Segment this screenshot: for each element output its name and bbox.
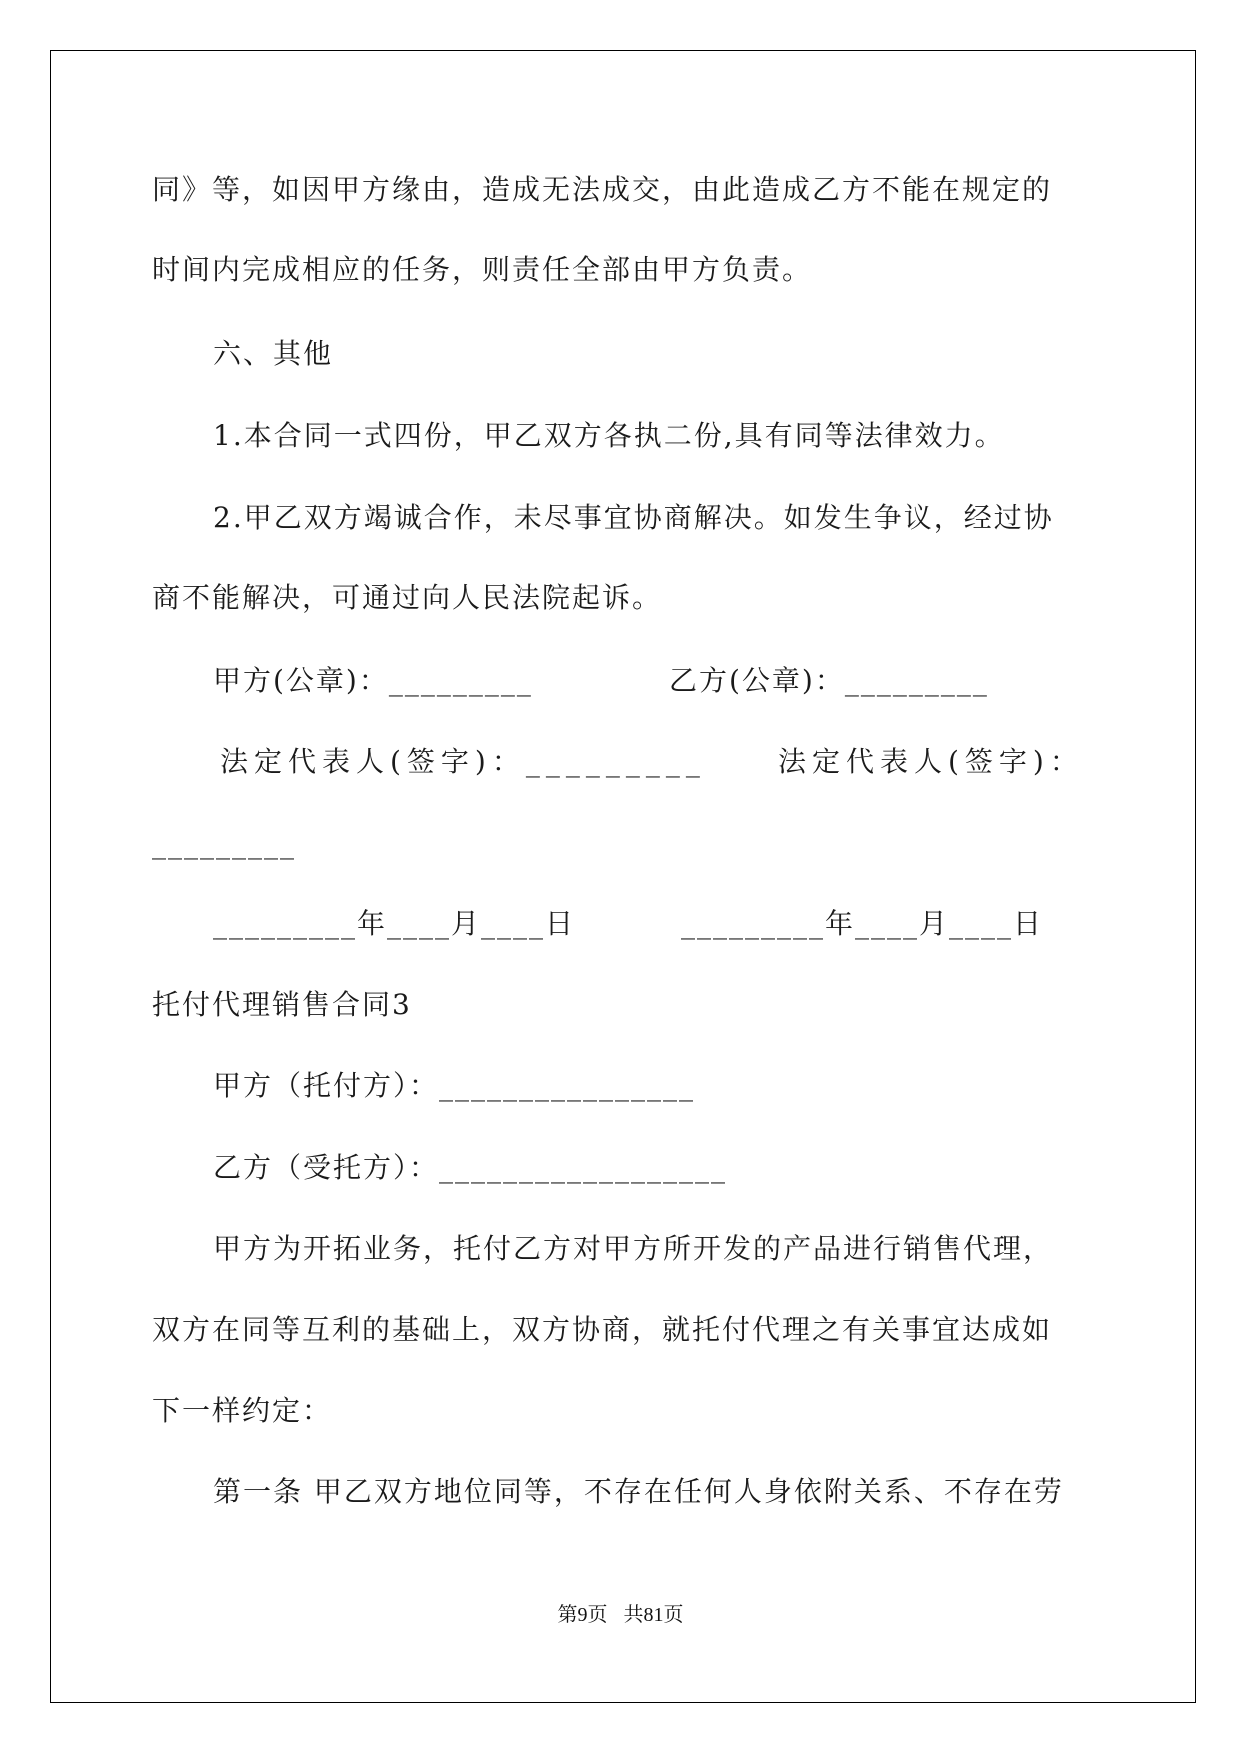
page-border	[50, 50, 1196, 1703]
paragraph-line: 商不能解决，可通过向人民法院起诉。	[152, 581, 663, 614]
party-b-seal: 乙方(公章)：_________	[669, 664, 989, 697]
party-b-date: _________年____月____日	[681, 907, 1044, 940]
page-footer	[0, 1602, 1241, 1628]
article-1: 第一条 甲乙双方地位同等，不存在任何人身依附关系、不存在劳	[213, 1475, 1064, 1508]
paragraph-line: 时间内完成相应的任务，则责任全部由甲方负责。	[152, 253, 813, 286]
page-total: 共81页	[623, 1604, 684, 1626]
party-a-representative: 法定代表人(签字)：_________	[220, 745, 706, 778]
party-a-line: 甲方（托付方）：________________	[213, 1069, 696, 1102]
paragraph-line: 同》等，如因甲方缘由，造成无法成交，由此造成乙方不能在规定的	[152, 173, 1053, 206]
party-b-representative: 法定代表人(签字)：	[778, 745, 1084, 778]
clause-2: 2.甲乙双方竭诚合作，未尽事宜协商解决。如发生争议，经过协	[213, 501, 1054, 534]
paragraph-line: 甲方为开拓业务，托付乙方对甲方所开发的产品进行销售代理，	[213, 1232, 1054, 1265]
contract-title: 托付代理销售合同3	[152, 988, 412, 1021]
party-a-seal: 甲方(公章)：_________	[213, 664, 533, 697]
page-number: 第9页	[557, 1604, 608, 1626]
party-a-date: _________年____月____日	[213, 907, 576, 940]
paragraph-line: 下一样约定：	[152, 1394, 333, 1427]
clause-1: 1.本合同一式四份，甲乙双方各执二份,具有同等法律效力。	[213, 419, 1005, 452]
party-b-line: 乙方（受托方）：__________________	[213, 1151, 728, 1184]
section-heading: 六、其他	[213, 337, 334, 370]
paragraph-line: 双方在同等互利的基础上，双方协商，就托付代理之有关事宜达成如	[152, 1313, 1053, 1346]
party-b-representative-blank: _________	[152, 827, 296, 860]
